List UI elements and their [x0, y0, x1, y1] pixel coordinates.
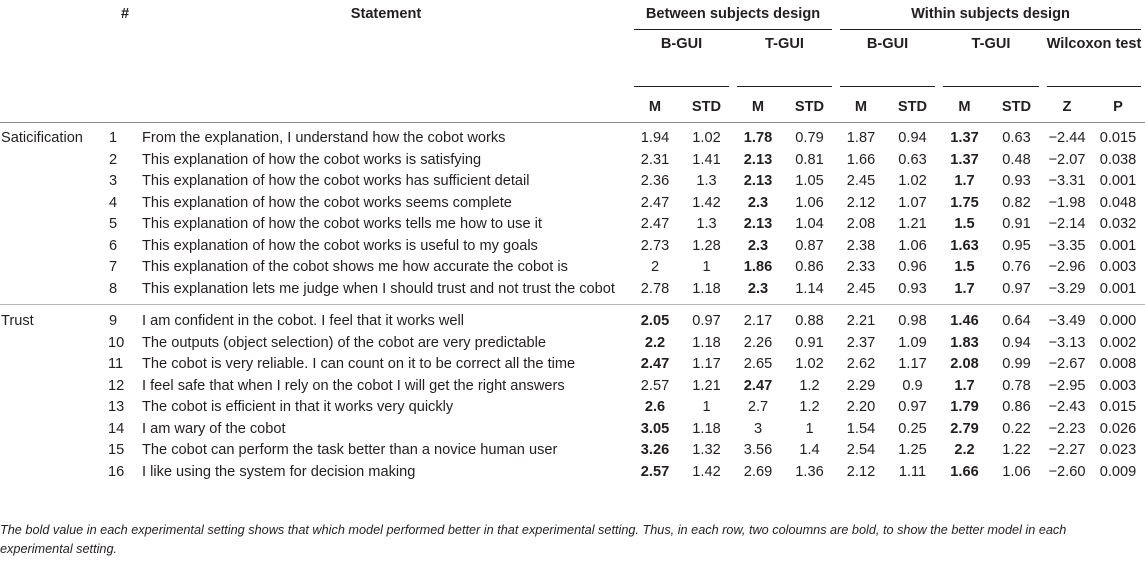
table-row	[0, 257, 1145, 279]
group-label	[0, 354, 108, 376]
value-cell: 2.54	[846, 442, 876, 458]
group-label	[0, 376, 108, 398]
value-cell: 1.06	[795, 194, 824, 211]
value-cell: 1.4	[799, 442, 820, 458]
col-std: STD	[990, 91, 1043, 123]
value-cell: 0.003	[1099, 377, 1137, 394]
value-cell: 1	[702, 399, 711, 415]
value-cell: 0.93	[1002, 173, 1031, 189]
value-cell: 0.86	[1002, 399, 1031, 415]
group-label	[0, 193, 108, 215]
value-cell: 2.57	[640, 377, 670, 394]
group-label	[0, 440, 108, 462]
value-cell: 2.57	[640, 463, 670, 480]
value-cell: 2.7	[747, 399, 769, 415]
value-cell: 2.47	[640, 194, 670, 211]
value-cell: 0.82	[1002, 194, 1031, 211]
value-cell: 0.000	[1091, 305, 1145, 333]
value-cell: 1.04	[795, 216, 824, 232]
value-cell: 1.5	[954, 259, 975, 275]
table-row	[0, 376, 1145, 398]
table-row	[0, 440, 1145, 462]
value-cell: −2.43	[1048, 399, 1086, 415]
value-cell: 2.20	[846, 399, 876, 415]
row-number: 9	[108, 305, 142, 333]
value-cell: −3.29	[1048, 280, 1086, 297]
value-cell: 0.81	[795, 151, 824, 168]
value-cell: 3.26	[640, 442, 670, 458]
value-cell: 1.14	[795, 280, 824, 297]
value-cell: 2.38	[846, 237, 876, 254]
col-m: M	[733, 91, 783, 123]
value-cell: 1.05	[795, 173, 824, 189]
value-cell: −2.96	[1048, 259, 1086, 275]
value-cell: 0.22	[1002, 420, 1031, 437]
group-label	[0, 419, 108, 441]
statement-cell: I am confident in the cobot. I feel that it works well	[142, 305, 630, 333]
within-tgui-header: T-GUI	[939, 35, 1043, 91]
statement-cell: The outputs (object selection) of the cobot are very predictable	[142, 334, 546, 351]
value-cell: 2.6	[644, 399, 666, 415]
group-label	[0, 150, 108, 172]
value-cell: 1.66	[846, 151, 876, 168]
statement-cell: This explanation of how the cobot works is satisfying	[142, 151, 482, 168]
value-cell: 0.97	[680, 305, 733, 333]
value-cell: 0.023	[1099, 442, 1137, 458]
value-cell: 0.98	[886, 305, 939, 333]
statement-cell: This explanation lets me judge when I should trust and not trust the cobot	[142, 280, 615, 297]
group-label	[0, 279, 108, 305]
value-cell: 1.42	[692, 194, 721, 211]
value-cell: 1.02	[692, 130, 721, 146]
value-cell: 0.001	[1099, 280, 1137, 297]
value-cell: 0.48	[1002, 151, 1031, 168]
value-cell: 3.56	[743, 442, 773, 458]
table-row	[0, 354, 1145, 376]
col-m: M	[939, 91, 990, 123]
col-std: STD	[680, 91, 733, 123]
value-cell: 0.91	[795, 334, 824, 351]
table-header	[0, 6, 1145, 123]
row-number: 7	[108, 259, 118, 275]
value-cell: 1.09	[898, 334, 927, 351]
table-row	[0, 171, 1145, 193]
between-tgui-header: T-GUI	[733, 35, 836, 91]
value-cell: 0.008	[1099, 356, 1137, 372]
group-label	[0, 214, 108, 236]
results-table	[0, 6, 1145, 487]
row-number: 6	[108, 237, 118, 254]
value-cell: −2.67	[1048, 356, 1086, 372]
value-cell: 0.86	[795, 259, 824, 275]
value-cell: 0.001	[1099, 173, 1137, 189]
value-cell: 1.79	[950, 399, 979, 415]
value-cell: 1.3	[696, 216, 717, 232]
value-cell: 2.73	[640, 237, 670, 254]
value-cell: 1.37	[950, 151, 979, 168]
value-cell: 0.009	[1099, 463, 1137, 480]
value-cell: 1.86	[743, 259, 773, 275]
value-cell: 2.2	[954, 442, 975, 458]
statement-cell: From the explanation, I understand how the cobot works	[142, 130, 506, 146]
table-row	[0, 397, 1145, 419]
value-cell: 1.11	[898, 463, 927, 480]
value-cell: −2.07	[1048, 151, 1086, 168]
value-cell: 1.18	[692, 280, 721, 297]
value-cell: 1.2	[799, 399, 820, 415]
group-label	[0, 236, 108, 258]
value-cell: 0.97	[898, 399, 927, 415]
value-cell: 1.7	[954, 377, 975, 394]
value-cell: 1	[702, 259, 711, 275]
value-cell: 1.54	[846, 420, 876, 437]
value-cell: 0.9	[902, 377, 923, 394]
within-bgui-header: B-GUI	[836, 35, 939, 91]
spacer-cell	[108, 35, 142, 91]
value-cell: 2.78	[640, 280, 670, 297]
value-cell: 2.37	[846, 334, 876, 351]
value-cell: 2.05	[630, 305, 680, 333]
value-cell: 2.45	[846, 173, 876, 189]
value-cell: 1.36	[795, 463, 824, 480]
value-cell: 1.7	[954, 280, 975, 297]
value-cell: 2.65	[743, 356, 773, 372]
value-cell: 0.91	[1002, 216, 1031, 232]
value-cell: −3.35	[1048, 237, 1086, 254]
row-number: 3	[108, 173, 118, 189]
value-cell: 1.83	[950, 334, 979, 351]
table-row	[0, 333, 1145, 355]
row-number: 13	[108, 399, 125, 415]
wilcoxon-header: Wilcoxon test	[1043, 35, 1145, 91]
value-cell: 1.42	[692, 463, 721, 480]
value-cell: 0.64	[990, 305, 1043, 333]
value-cell: 0.76	[1002, 259, 1031, 275]
value-cell: 2.08	[846, 216, 876, 232]
group-label	[0, 462, 108, 488]
value-cell: 1.06	[898, 237, 927, 254]
value-cell: 1.63	[950, 237, 979, 254]
value-cell: 0.94	[898, 130, 927, 146]
row-number: 5	[108, 216, 118, 232]
statement-cell: I feel safe that when I rely on the cobot I will get the right answers	[142, 377, 565, 394]
value-cell: 2.31	[640, 151, 670, 168]
statement-cell: I am wary of the cobot	[142, 420, 286, 437]
row-number: 2	[108, 151, 118, 168]
statement-cell: The cobot is very reliable. I can count on it to be correct all the time	[142, 356, 576, 372]
spacer-cell	[0, 91, 108, 123]
value-cell: −3.49	[1043, 305, 1091, 333]
value-cell: 0.97	[1002, 280, 1031, 297]
value-cell: 2.62	[846, 356, 876, 372]
value-cell: 2.79	[950, 420, 979, 437]
value-cell: −2.95	[1048, 377, 1086, 394]
table-row	[0, 419, 1145, 441]
value-cell: 1.21	[692, 377, 721, 394]
value-cell: 1.22	[1002, 442, 1031, 458]
value-cell: 1.66	[950, 463, 979, 480]
number-header: #	[120, 6, 130, 22]
value-cell: 0.96	[898, 259, 927, 275]
table-body	[0, 123, 1145, 488]
value-cell: 1.18	[692, 420, 721, 437]
value-cell: 1.17	[898, 356, 927, 372]
value-cell: 0.026	[1099, 420, 1137, 437]
value-cell: −2.44	[1048, 130, 1086, 146]
value-cell: 2.26	[743, 334, 773, 351]
value-cell: 2.3	[747, 237, 769, 254]
value-cell: 2.69	[743, 463, 773, 480]
value-cell: 2.47	[640, 356, 670, 372]
group-label	[0, 333, 108, 355]
value-cell: 2.47	[743, 377, 773, 394]
value-cell: 3	[753, 420, 763, 437]
value-cell: 1.18	[692, 334, 721, 351]
value-cell: 0.93	[898, 280, 927, 297]
value-cell: 0.79	[795, 130, 824, 146]
value-cell: 1.07	[898, 194, 927, 211]
group-label	[0, 257, 108, 279]
value-cell: 0.87	[795, 237, 824, 254]
col-m: M	[836, 91, 886, 123]
value-cell: 0.99	[1002, 356, 1031, 372]
row-number: 10	[108, 334, 125, 351]
table-footnote: The bold value in each experimental setting shows that which model performed better in that experimental setting. Thus, in each row, two coloumns are bold, to show the better model in each experimental setting.	[0, 523, 1067, 556]
spacer-cell	[142, 91, 630, 123]
value-cell: 0.78	[1002, 377, 1031, 394]
row-number: 11	[108, 356, 124, 372]
value-cell: 1.87	[846, 130, 876, 146]
value-cell: 1.41	[692, 151, 721, 168]
value-cell: 0.003	[1099, 259, 1137, 275]
within-subjects-header: Within subjects design	[836, 6, 1145, 35]
value-cell: 0.63	[898, 151, 927, 168]
value-cell: 2.13	[743, 151, 773, 168]
value-cell: 0.25	[898, 420, 927, 437]
value-cell: 1.25	[898, 442, 927, 458]
value-cell: 0.95	[1002, 237, 1031, 254]
statement-cell: This explanation of how the cobot works is useful to my goals	[142, 237, 538, 254]
row-number: 12	[108, 377, 125, 394]
value-cell: 0.88	[783, 305, 836, 333]
value-cell: −2.27	[1048, 442, 1086, 458]
value-cell: 0.032	[1099, 216, 1137, 232]
value-cell: 2.2	[644, 334, 666, 351]
row-number: 14	[108, 420, 125, 437]
value-cell: −3.13	[1048, 334, 1086, 351]
value-cell: 1.5	[954, 216, 975, 232]
value-cell: 1.21	[898, 216, 927, 232]
statement-cell: The cobot is efficient in that it works very quickly	[142, 399, 454, 415]
table-row	[0, 123, 1145, 150]
value-cell: 0.63	[1002, 130, 1031, 146]
spacer-cell	[0, 35, 108, 91]
value-cell: 1.75	[950, 194, 979, 211]
statement-cell: This explanation of how the cobot works seems complete	[142, 194, 512, 211]
group-label: Saticification	[1, 130, 83, 146]
value-cell: 2.3	[747, 194, 769, 211]
value-cell: 1.3	[696, 173, 717, 189]
value-cell: −1.98	[1048, 194, 1086, 211]
value-cell: 0.001	[1099, 237, 1137, 254]
group-label: Trust	[0, 305, 108, 333]
row-number: 4	[108, 194, 118, 211]
value-cell: 1.94	[640, 130, 670, 146]
col-std: STD	[886, 91, 939, 123]
value-cell: 0.002	[1099, 334, 1137, 351]
group-header	[0, 6, 108, 35]
value-cell: 2.17	[733, 305, 783, 333]
table-row	[0, 150, 1145, 172]
value-cell: 1.37	[950, 130, 979, 146]
value-cell: 0.015	[1099, 130, 1137, 146]
value-cell: −2.14	[1048, 216, 1086, 232]
value-cell: 1.17	[692, 356, 721, 372]
value-cell: −2.60	[1048, 463, 1086, 480]
value-cell: 1.06	[1002, 463, 1031, 480]
table-row	[0, 279, 1145, 305]
value-cell: −3.31	[1048, 173, 1086, 189]
value-cell: 2.36	[640, 173, 670, 189]
row-number: 15	[108, 442, 125, 458]
col-z: Z	[1043, 91, 1091, 123]
value-cell: 0.038	[1099, 151, 1137, 168]
value-cell: 2.13	[743, 173, 773, 189]
between-bgui-header: B-GUI	[630, 35, 733, 91]
statement-cell: The cobot can perform the task better than a novice human user	[142, 442, 558, 458]
value-cell: 1.02	[898, 173, 927, 189]
table-row	[0, 305, 1145, 333]
col-std: STD	[783, 91, 836, 123]
value-cell: 2.13	[743, 216, 773, 232]
row-number: 16	[108, 463, 125, 480]
between-subjects-header: Between subjects design	[630, 6, 836, 35]
value-cell: 1.28	[692, 237, 721, 254]
value-cell: 3.05	[640, 420, 670, 437]
value-cell: 1.2	[799, 377, 820, 394]
value-cell: 1	[805, 420, 814, 437]
value-cell: 2.29	[846, 377, 876, 394]
value-cell: −2.23	[1048, 420, 1086, 437]
statement-cell: This explanation of how the cobot works has sufficient detail	[142, 173, 530, 189]
value-cell: 2.45	[846, 280, 876, 297]
spacer-cell	[142, 35, 630, 91]
value-cell: 2.33	[846, 259, 876, 275]
row-number: 1	[108, 130, 118, 146]
value-cell: 2.21	[836, 305, 886, 333]
table-row	[0, 462, 1145, 488]
value-cell: 2.47	[640, 216, 670, 232]
spacer-cell	[108, 91, 142, 123]
value-cell: 1.32	[692, 442, 721, 458]
statement-cell: This explanation of the cobot shows me how accurate the cobot is	[142, 259, 568, 275]
value-cell: 0.048	[1099, 194, 1137, 211]
value-cell: 1.02	[795, 356, 824, 372]
row-number: 8	[108, 280, 118, 297]
value-cell: 2.12	[846, 463, 876, 480]
statement-cell: This explanation of how the cobot works tells me how to use it	[142, 216, 542, 232]
value-cell: 2	[650, 259, 660, 275]
value-cell: 0.94	[1002, 334, 1031, 351]
value-cell: 0.015	[1099, 399, 1137, 415]
value-cell: 2.3	[747, 280, 769, 297]
statement-cell: I like using the system for decision making	[142, 463, 416, 480]
value-cell: 2.08	[950, 356, 979, 372]
value-cell: 1.78	[743, 130, 773, 146]
value-cell: 2.12	[846, 194, 876, 211]
group-label	[0, 171, 108, 193]
col-m: M	[630, 91, 680, 123]
col-p: P	[1091, 91, 1145, 123]
value-cell: 1.7	[954, 173, 975, 189]
table-row	[0, 193, 1145, 215]
table-row	[0, 236, 1145, 258]
statement-header: Statement	[350, 6, 422, 22]
group-label	[0, 397, 108, 419]
value-cell: 1.46	[939, 305, 990, 333]
table-row	[0, 214, 1145, 236]
